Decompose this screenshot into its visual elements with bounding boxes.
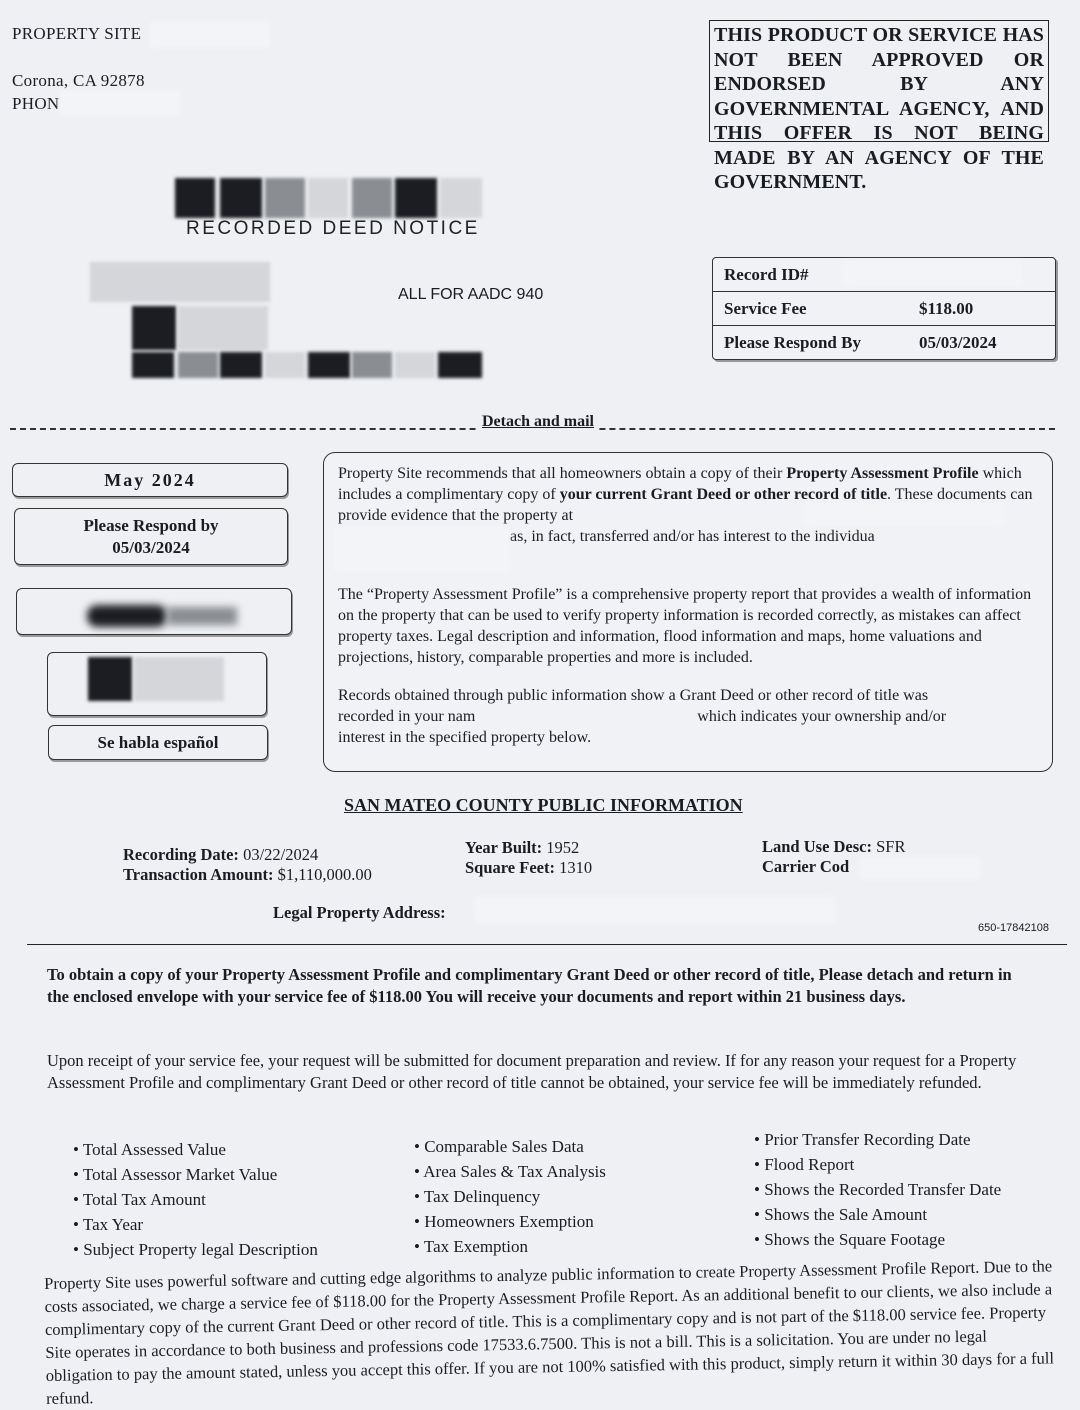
list-item: • Total Assessor Market Value: [73, 1162, 318, 1187]
list-item: • Comparable Sales Data: [414, 1134, 606, 1159]
sender-phone: PHON: [12, 94, 60, 113]
year-built-value: 1952: [546, 838, 580, 857]
respond-by-date: 05/03/2024: [112, 538, 190, 557]
government-disclaimer: THIS PRODUCT OR SERVICE HAS NOT BEEN APPROVED OR ENDORSED BY ANY GOVERNMENTAL AGENCY, AND THIS OFFER IS NOT BEING MADE BY AN AGENCY OF THE GOVERNMENT.: [709, 20, 1049, 142]
intro-text-6: as, in fact, transferred and/or has interest to the individua: [510, 528, 875, 545]
detach-label: Detach and mail: [478, 413, 598, 431]
list-item: • Tax Year: [73, 1212, 318, 1237]
profile-description: The “Property Assessment Profile” is a comprehensive property report that provides a wealth of information on the property that can be used to verify property information is recorded correctly, as mistakes can affect property taxes. Legal description and information, flood information and maps, home valuations and projections, history, comparable properties and more is included.: [338, 586, 1032, 666]
reference-number: 650-17842108: [978, 922, 1049, 934]
redaction: [860, 856, 980, 880]
section-divider: [27, 944, 1067, 945]
records-text-3: interest in the specified property below.: [338, 729, 592, 746]
features-list-3: [754, 1127, 1001, 1252]
list-item: • Total Tax Amount: [73, 1187, 318, 1212]
intro-text-5: . These documents can provide evidence that the property at: [338, 486, 1033, 524]
list-item: • Homeowners Exemption: [414, 1209, 606, 1234]
features-list-1: [73, 1137, 318, 1262]
redaction: [475, 896, 835, 924]
recording-date-value: 03/22/2024: [243, 845, 319, 864]
intro-text-1: Property Site recommends that all homeowners obtain a copy of their: [338, 465, 787, 482]
intro-text-3: which includes a complimentary copy of: [338, 465, 1022, 503]
list-item: • Tax Delinquency: [414, 1184, 606, 1209]
redaction: [150, 22, 270, 48]
list-item: • Subject Property legal Description: [73, 1237, 318, 1262]
square-feet-label: Square Feet:: [465, 858, 555, 877]
recording-info: [123, 845, 372, 885]
spanish-label: Se habla español: [97, 733, 219, 752]
respond-by-box: [14, 508, 288, 565]
month-label: May 2024: [104, 470, 196, 490]
land-use-label: Land Use Desc:: [762, 837, 872, 856]
sender-name: PROPERTY SITE: [12, 24, 142, 43]
respond-by-value: 05/03/2024: [919, 333, 997, 352]
spanish-box: [48, 725, 268, 760]
mail-sort-code: ALL FOR AADC 940: [398, 286, 544, 303]
main-info-box: [323, 452, 1053, 772]
respond-by-label: Please Respond By: [724, 333, 861, 352]
service-fee-label: Service Fee: [724, 299, 807, 318]
list-item: • Shows the Sale Amount: [754, 1202, 1001, 1227]
respond-by-row: [713, 326, 1055, 359]
recording-date-label: Recording Date:: [123, 845, 239, 864]
features-list-2: [414, 1134, 606, 1259]
list-item: • Area Sales & Tax Analysis: [414, 1159, 606, 1184]
footer-solicitation-text: Property Site uses powerful software and cutting edge algorithms to analyze public information to create Property Assessment Profile Report. Due to the costs associated, we charge a service fee of $118.00 for the Property Assessment Profile Report. As an additional benefit to our clients, we also include a complimentary copy of the current Grant Deed or other record of title. This is a complimentary copy and is not part of the $118.00 service fee. Property Site operates in accordance to both business and professions code 17533.6.7500. This is not a bill. This is a solicitation. You are under no legal obligation to pay the amount stated, unless you accept this offer. If you are not 100% satisfied with this product, simply return it within 30 days for a full refund.: [44, 1256, 1055, 1408]
record-summary-table: [712, 257, 1056, 360]
record-id-label: Record ID#: [724, 265, 809, 284]
intro-text-4: your current Grant Deed or other record of title: [559, 486, 888, 503]
records-text-2a: recorded in your nam: [338, 708, 476, 725]
list-item: • Prior Transfer Recording Date: [754, 1127, 1001, 1152]
list-item: • Tax Exemption: [414, 1234, 606, 1259]
intro-text-2: Property Assessment Profile: [786, 465, 979, 482]
land-use-value: SFR: [876, 837, 906, 856]
sender-city: Corona, CA 92878: [12, 71, 145, 90]
transaction-amount-value: $1,110,000.00: [277, 865, 372, 884]
list-item: • Shows the Recorded Transfer Date: [754, 1177, 1001, 1202]
records-text-1: Records obtained through public information show a Grant Deed or other record of title was: [338, 687, 929, 704]
records-text-2: [338, 706, 1033, 727]
transaction-amount-label: Transaction Amount:: [123, 865, 274, 884]
notice-title: RECORDED DEED NOTICE: [186, 218, 480, 239]
record-id-row: [713, 258, 1055, 292]
list-item: • Flood Report: [754, 1152, 1001, 1177]
list-item: • Total Assessed Value: [73, 1137, 318, 1162]
service-fee-row: [713, 292, 1055, 326]
redacted-id-box: [47, 652, 267, 716]
respond-by-title: Please Respond by: [83, 516, 219, 535]
redaction: [60, 90, 180, 116]
building-info: [465, 838, 592, 878]
refund-paragraph: Upon receipt of your service fee, your request will be submitted for document preparation and review. If for any reason your request for a Property Assessment Profile and complimentary Grant Deed or other record of title cannot be obtained, your service fee will be immediately refunded.: [47, 1051, 1017, 1092]
records-text-2b: which indicates your ownership and/or: [697, 708, 947, 725]
legal-address: [273, 903, 446, 923]
year-built-label: Year Built:: [465, 838, 543, 857]
legal-address-label: Legal Property Address:: [273, 903, 446, 922]
month-box: [12, 463, 288, 497]
county-heading: SAN MATEO COUNTY PUBLIC INFORMATION: [344, 795, 743, 815]
list-item: • Shows the Square Footage: [754, 1227, 1001, 1252]
square-feet-value: 1310: [559, 858, 593, 877]
redacted-name-box: [16, 588, 292, 635]
service-fee-value: $118.00: [919, 299, 974, 318]
instructions-paragraph: To obtain a copy of your Property Assessment Profile and complimentary Grant Deed or other record of title, Please detach and return in the enclosed envelope with your service fee of $118.00 You will receive your documents and report within 21 business days.: [47, 965, 1012, 1006]
carrier-code-label: Carrier Cod: [762, 857, 850, 876]
records-paragraph: [338, 685, 1033, 748]
